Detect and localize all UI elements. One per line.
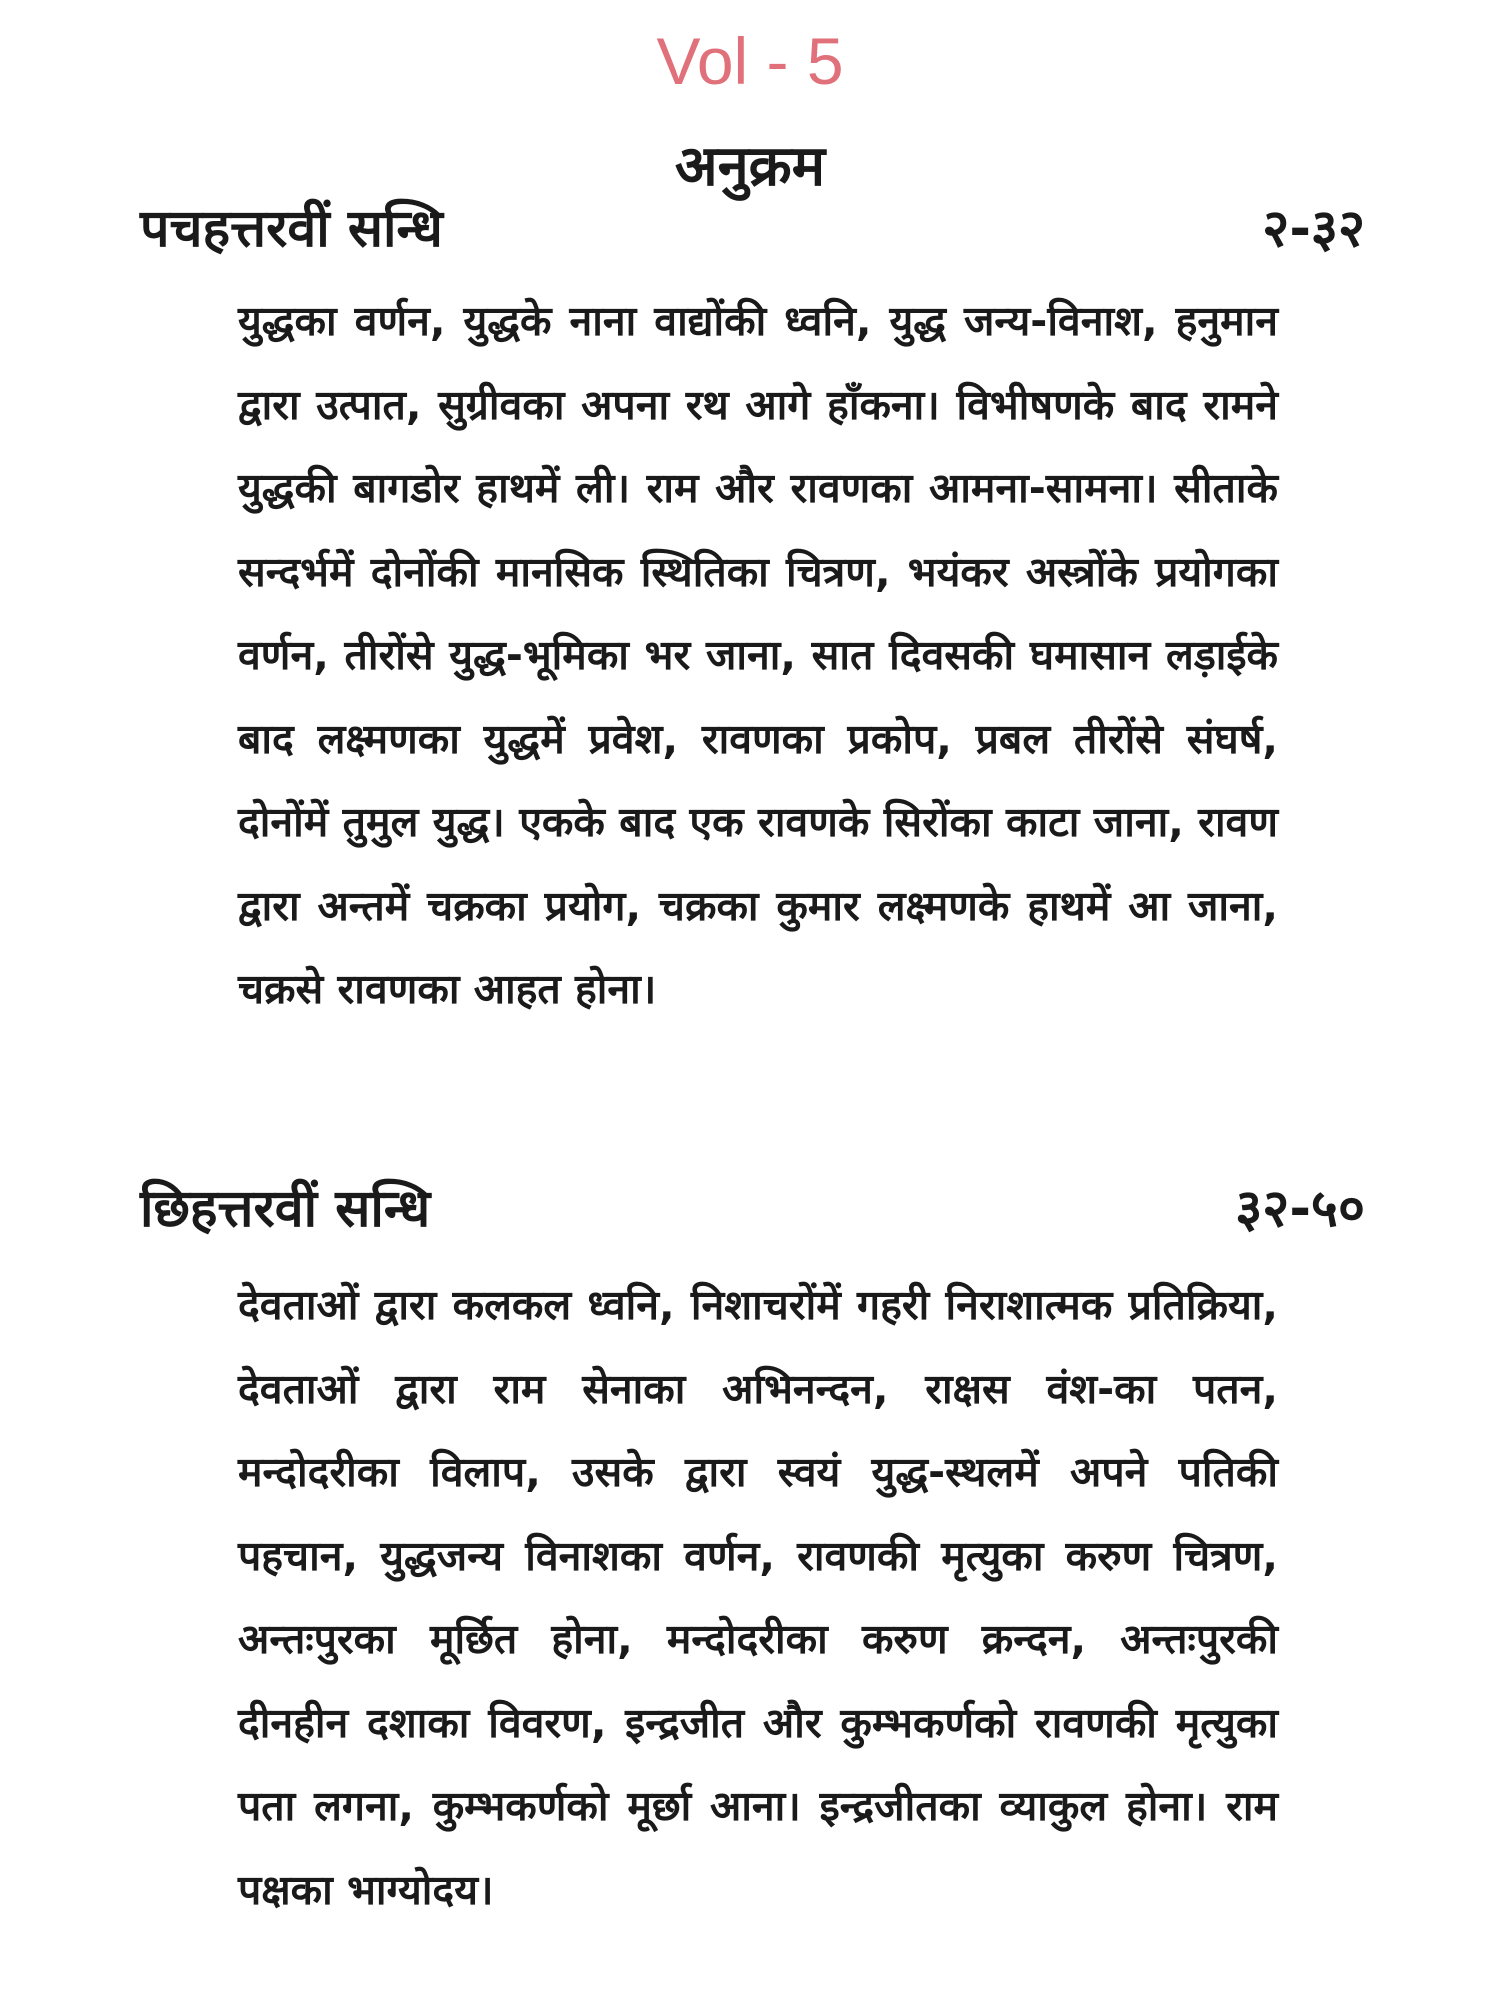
section-page-range: २-३२ xyxy=(1262,199,1365,259)
section-summary: देवताओं द्वारा कलकल ध्वनि, निशाचरोंमें गहरी निराशात्मक प्रतिक्रिया, देवताओं द्वारा राम सेनाका अभिनन्दन, राक्षस वंश-का पतन, मन्दोदरीका विलाप, उसके द्वारा स्वयं युद्ध-स्थलमें अपने पतिकी पहचान, युद्धजन्य विनाशका वर्णन, रावणकी मृत्युका करुण चित्रण, अन्तःपुरका मूर्छित होना, मन्दोदरीका करुण क्रन्दन, अन्तःपुरकी दीनहीन दशाका विवरण, इन्द्रजीत और कुम्भकर्णको रावणकी मृत्युका पता लगना, कुम्भकर्णको मूर्छा आना। इन्द्रजीतका व्याकुल होना। राम पक्षका भाग्योदय। xyxy=(238,1281,1278,1914)
section-summary: युद्धका वर्णन, युद्धके नाना वाद्योंकी ध्वनि, युद्ध जन्य-विनाश, हनुमान द्वारा उत्पात, सुग्रीवका अपना रथ आगे हाँकना। विभीषणके बाद रामने युद्धकी बागडोर हाथमें ली। राम और रावणका आमना-सामना। सीताके सन्दर्भमें दोनोंकी मानसिक स्थितिका चित्रण, भयंकर अस्त्रोंके प्रयोगका वर्णन, तीरोंसे युद्ध-भूमिका भर जाना, सात दिवसकी घमासान लड़ाईके बाद लक्ष्मणका युद्धमें प्रवेश, रावणका प्रकोप, प्रबल तीरोंसे संघर्ष, दोनोंमें तुमुल युद्ध। एकके बाद एक रावणके सिरोंका काटा जाना, रावण द्वारा अन्तमें चक्रका प्रयोग, चक्रका कुमार लक्ष्मणके हाथमें आ जाना, चक्रसे रावणका आहत होना। xyxy=(238,297,1278,1013)
section-header xyxy=(0,1176,1500,1256)
toc-section-75 xyxy=(0,196,1500,1013)
section-header xyxy=(0,196,1500,276)
toc-section-76 xyxy=(0,1176,1500,1914)
section-heading: छिहत्तरवीं सन्धि xyxy=(140,1179,431,1239)
section-heading: पचहत्तरवीं सन्धि xyxy=(140,199,443,259)
section-page-range: ३२-५० xyxy=(1235,1179,1365,1239)
page-title: अनुक्रम xyxy=(674,134,826,199)
volume-label: Vol - 5 xyxy=(656,24,844,98)
